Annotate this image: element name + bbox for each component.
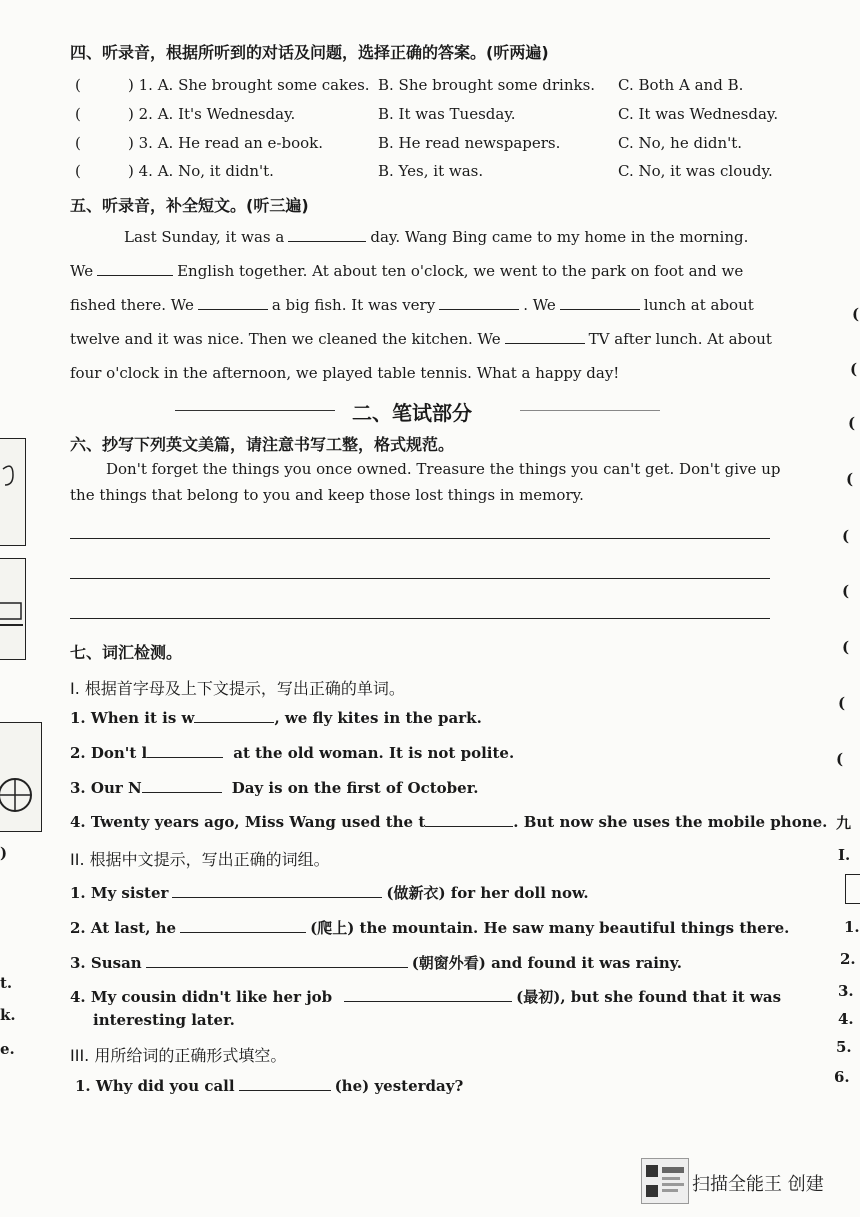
left-margin-text-2: k. (0, 1006, 16, 1024)
vocab-blank-1[interactable] (194, 721, 274, 723)
train-icon (0, 559, 25, 659)
blank-2[interactable] (97, 274, 173, 276)
phrase-blank-3[interactable] (146, 966, 408, 968)
part-2-title: 二、笔试部分 (352, 401, 472, 425)
section-7-title: 七、词汇检测。 (70, 643, 183, 662)
right-margin-paren-2: ( (850, 360, 858, 378)
right-margin-box (845, 874, 860, 904)
right-margin-paren-7: ( (842, 638, 850, 656)
vocab-q2: 2. Don't l at the old woman. It is not polite. (70, 744, 515, 762)
phrase-q4: 4. My cousin didn't like her job (最初), but she found that it was (70, 988, 782, 1006)
phrase-blank-1[interactable] (172, 896, 382, 898)
tractor-icon (0, 723, 41, 831)
q2-option-b: B. It was Tuesday. (378, 105, 516, 123)
right-margin-paren-4: ( (846, 470, 854, 488)
part-2-rule-left (175, 410, 335, 411)
q4-option-b: B. Yes, it was. (378, 162, 484, 180)
right-margin-paren-9: ( (836, 750, 844, 768)
right-margin-num-3: 3. (838, 982, 854, 1000)
vocab-q1: 1. When it is w , we fly kites in the park. (70, 709, 482, 727)
passage-line-2: We English together. At about ten o'clock, we went to the park on foot and we (70, 262, 744, 280)
left-margin-picture-fragment-1 (0, 438, 26, 546)
writing-line-3[interactable] (70, 618, 770, 619)
form-q1: 1. Why did you call (he) yesterday? (75, 1077, 464, 1095)
q3-option-c: C. No, he didn't. (618, 134, 743, 152)
subsection-3-title: III. 用所给词的正确形式填空。 (70, 1046, 287, 1065)
right-margin-num-5: 5. (836, 1038, 852, 1056)
scanner-logo-icon (641, 1158, 689, 1204)
right-margin-paren-5: ( (842, 527, 850, 545)
right-margin-paren-1: ( (852, 305, 860, 323)
blank-3[interactable] (198, 308, 268, 310)
q4-option-a: ) 4. A. No, it didn't. (128, 162, 274, 180)
q1-option-a: ) 1. A. She brought some cakes. (128, 76, 370, 94)
vocab-blank-3[interactable] (142, 791, 222, 793)
q3-option-a: ) 3. A. He read an e-book. (128, 134, 323, 152)
blank-1[interactable] (288, 240, 366, 242)
left-margin-picture-fragment-2 (0, 558, 26, 660)
left-margin-paren: ) (0, 844, 8, 862)
section-4-title: 四、听录音，根据所听到的对话及问题，选择正确的答案。(听两遍) (70, 43, 549, 62)
right-margin-num-4: 4. (838, 1010, 854, 1028)
q3-paren: ( (75, 134, 81, 152)
phrase-blank-2[interactable] (180, 931, 306, 933)
q4-paren: ( (75, 162, 81, 180)
part-2-rule-right (520, 410, 660, 411)
right-margin-num-6: 6. (834, 1068, 850, 1086)
blank-5[interactable] (560, 308, 640, 310)
q3-option-b: B. He read newspapers. (378, 134, 561, 152)
form-blank-1[interactable] (239, 1089, 331, 1091)
q1-option-b: B. She brought some drinks. (378, 76, 596, 94)
passage-line-1: Last Sunday, it was a day. Wang Bing came to my home in the morning. (124, 228, 749, 246)
doodle-icon (0, 439, 25, 545)
phrase-q3: 3. Susan (朝窗外看) and found it was rainy. (70, 954, 683, 972)
left-margin-picture-fragment-3 (0, 722, 42, 832)
right-margin-roman: I. (838, 846, 851, 864)
section-5-title: 五、听录音，补全短文。(听三遍) (70, 196, 309, 215)
copy-text-line-2: the things that belong to you and keep those lost things in memory. (70, 486, 584, 504)
q1-paren: ( (75, 76, 81, 94)
blank-6[interactable] (505, 342, 585, 344)
q2-paren: ( (75, 105, 81, 123)
q1-option-c: C. Both A and B. (618, 76, 744, 94)
right-margin-paren-8: ( (838, 694, 846, 712)
subsection-2-title: II. 根据中文提示，写出正确的词组。 (70, 850, 330, 869)
right-margin-paren-6: ( (842, 582, 850, 600)
right-margin-num-2: 2. (840, 950, 856, 968)
passage-line-4: twelve and it was nice. Then we cleaned the kitchen. We TV after lunch. At about (70, 330, 772, 348)
section-6-title: 六、抄写下列英文美篇，请注意书写工整，格式规范。 (70, 435, 455, 454)
q2-option-c: C. It was Wednesday. (618, 105, 779, 123)
subsection-1-title: I. 根据首字母及上下文提示，写出正确的单词。 (70, 679, 405, 698)
writing-line-1[interactable] (70, 538, 770, 539)
passage-line-3: fished there. We a big fish. It was very . We lunch at about (70, 296, 754, 314)
right-margin-section-9: 九 (836, 814, 852, 832)
phrase-q2: 2. At last, he (爬上) the mountain. He saw many beautiful things there. (70, 919, 790, 937)
blank-4[interactable] (439, 308, 519, 310)
copy-text-line-1: Don't forget the things you once owned. Treasure the things you can't get. Don't give up (106, 460, 781, 478)
passage-line-5: four o'clock in the afternoon, we played table tennis. What a happy day! (70, 364, 620, 382)
vocab-blank-2[interactable] (147, 756, 223, 758)
writing-line-2[interactable] (70, 578, 770, 579)
right-margin-paren-3: ( (848, 414, 856, 432)
phrase-q1: 1. My sister (做新衣) for her doll now. (70, 884, 589, 902)
vocab-blank-4[interactable] (425, 825, 513, 827)
qr-code-icon (642, 1159, 688, 1203)
phrase-q4-continued: interesting later. (93, 1011, 235, 1029)
watermark-text: 扫描全能王 创建 (692, 1174, 824, 1195)
q2-option-a: ) 2. A. It's Wednesday. (128, 105, 296, 123)
vocab-q4: 4. Twenty years ago, Miss Wang used the t . But now she uses the mobile phone. (70, 813, 828, 831)
left-margin-text-3: e. (0, 1040, 15, 1058)
vocab-q3: 3. Our N Day is on the first of October. (70, 779, 479, 797)
q4-option-c: C. No, it was cloudy. (618, 162, 773, 180)
left-margin-text-1: t. (0, 974, 13, 992)
phrase-blank-4[interactable] (344, 1000, 512, 1002)
right-margin-num-1: 1. (844, 918, 860, 936)
